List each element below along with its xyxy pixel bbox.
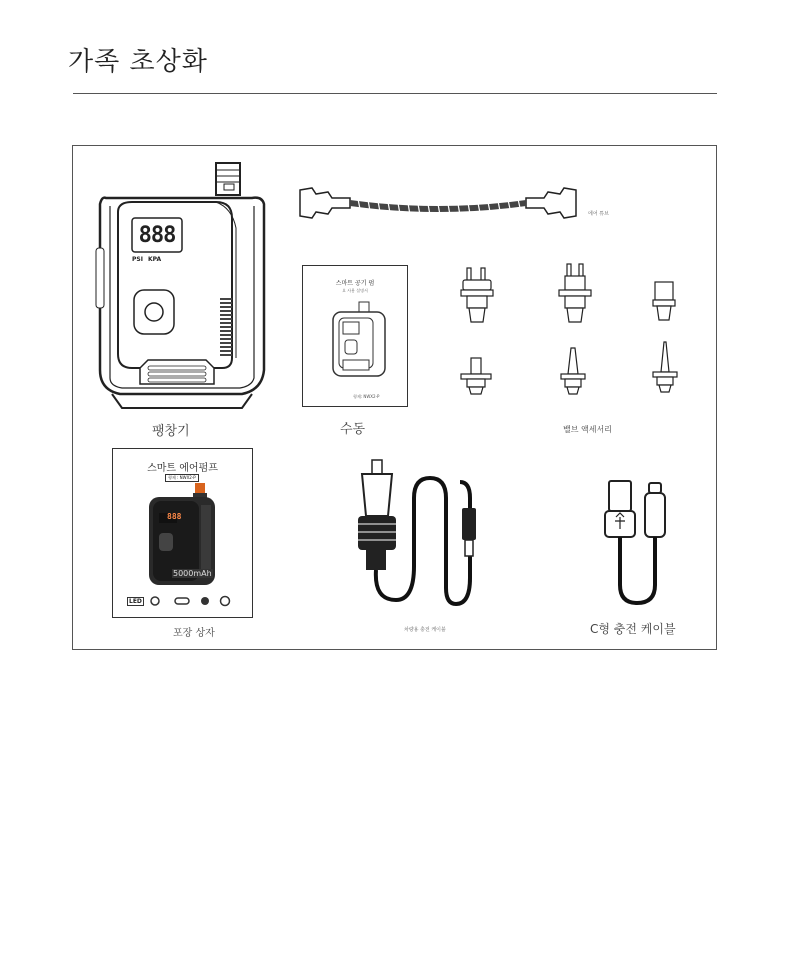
manual-inflator-sketch bbox=[329, 302, 389, 380]
manual-title: 스마트 공기 펌 bbox=[335, 280, 375, 287]
box-display-readout: 888 bbox=[167, 512, 182, 521]
box-feature-led: LED bbox=[129, 598, 142, 605]
air-hose-label: 에어 튜브 bbox=[588, 211, 609, 217]
inflator-unit-psi: PSI bbox=[132, 256, 143, 263]
box-model: 형제 : NWX2-P bbox=[165, 474, 199, 482]
inflator-unit-kpa: KPA bbox=[148, 256, 162, 263]
valve-adapter-6 bbox=[653, 342, 677, 392]
manual-model: 형제: NWX2-P bbox=[353, 394, 380, 399]
box-feature-icons bbox=[147, 595, 247, 609]
inflator-illustration bbox=[92, 158, 272, 408]
page-title: 가족 초상화 bbox=[68, 47, 208, 78]
car-charger-caption: 차량용 충전 케이블 bbox=[404, 627, 446, 633]
user-manual-booklet bbox=[302, 265, 408, 407]
inflator-caption: 팽창기 bbox=[152, 424, 190, 439]
usb-c-cable-caption: C형 충전 케이블 bbox=[590, 622, 676, 636]
inflator-display-readout: 888 bbox=[138, 223, 176, 248]
manual-caption: 수동 bbox=[340, 422, 366, 437]
valve-adapter-2 bbox=[559, 264, 591, 322]
manual-subtitle: 요 사용 설명서 bbox=[342, 288, 368, 293]
valve-adapter-3 bbox=[653, 282, 675, 320]
valve-accessories-illustration bbox=[455, 262, 685, 392]
packaging-box bbox=[112, 448, 253, 618]
title-divider bbox=[73, 93, 717, 94]
air-hose-illustration bbox=[298, 182, 578, 232]
car-charger-cable-illustration bbox=[352, 458, 492, 608]
valve-adapter-1 bbox=[461, 268, 493, 322]
packaging-box-caption: 포장 상자 bbox=[173, 628, 215, 639]
usb-c-cable-illustration bbox=[603, 477, 683, 609]
box-capacity: 5000mAh bbox=[173, 569, 212, 578]
box-title: 스마트 에어펌프 bbox=[147, 463, 218, 474]
valve-adapter-5 bbox=[561, 348, 585, 394]
valve-accessories-caption: 밸브 액세서리 bbox=[563, 425, 612, 434]
valve-adapter-4 bbox=[461, 358, 491, 394]
